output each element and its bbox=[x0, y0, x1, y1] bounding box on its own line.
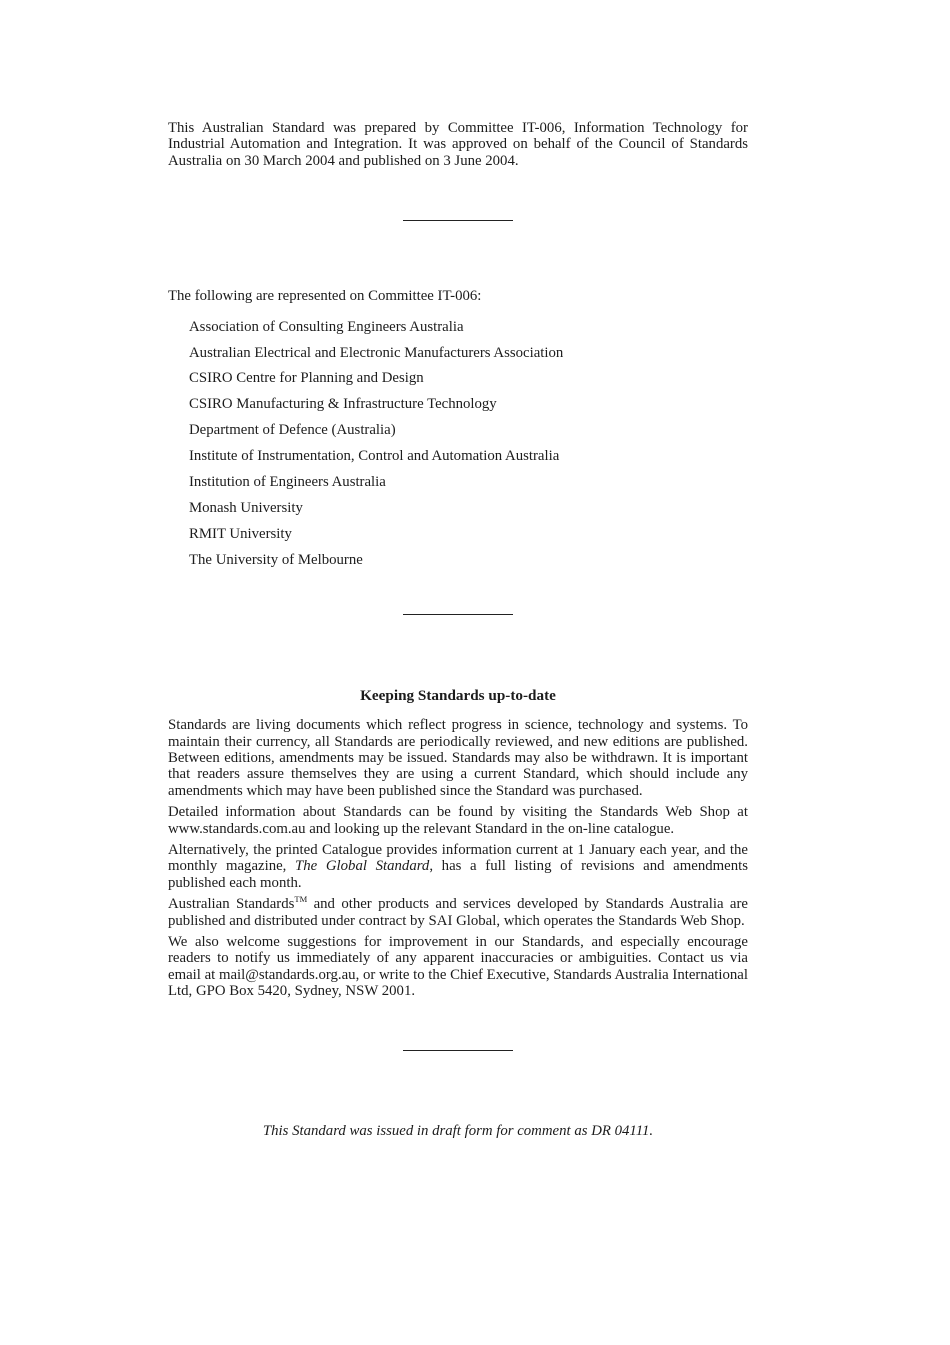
text-run-normal: Australian Standards bbox=[168, 896, 295, 913]
section-divider bbox=[403, 614, 513, 615]
section-heading: Keeping Standards up-to-date bbox=[360, 687, 556, 705]
text-run-normal: , has a full listing of revisions and amendments published each month. bbox=[168, 858, 748, 891]
committee-member: RMIT University bbox=[189, 525, 292, 542]
committee-list bbox=[168, 319, 748, 569]
text-run-normal: Detailed information about Standards can be found by visiting the Standards Web Shop at www.standards.com.au and looking up the relevant Standard in the on-line catalogue. bbox=[168, 804, 748, 837]
committee-member: CSIRO Centre for Planning and Design bbox=[189, 370, 424, 387]
body-paragraph bbox=[168, 842, 748, 891]
body-paragraph bbox=[168, 717, 748, 799]
body-paragraph bbox=[168, 896, 748, 929]
text-run-normal: and other products and services developed by Standards Australia are published and distributed under contract by SAI Global, which operates the Standards Web Shop. bbox=[168, 896, 748, 929]
text-run-superscript: TM bbox=[294, 894, 308, 905]
body-paragraphs bbox=[168, 717, 748, 1000]
committee-member: The University of Melbourne bbox=[189, 551, 363, 568]
section-divider bbox=[403, 1050, 513, 1051]
committee-member: Association of Consulting Engineers Australia bbox=[189, 318, 464, 335]
committee-heading: The following are represented on Committee IT-006: bbox=[168, 288, 482, 305]
section-divider bbox=[403, 220, 513, 221]
text-run-normal: We also welcome suggestions for improvement in our Standards, and especially encourage readers to notify us immediately of any apparent inaccuracies or ambiguities. Contact us via email at mail@standards.org.au, or write to the Chief Executive, Standards Australia International Ltd, GPO Box 5420, Sydney, NSW 2001. bbox=[168, 934, 748, 1000]
committee-member: Monash University bbox=[189, 499, 303, 516]
committee-member: Department of Defence (Australia) bbox=[189, 422, 396, 439]
committee-member: Institution of Engineers Australia bbox=[189, 474, 386, 491]
draft-note: This Standard was issued in draft form for comment as DR 04111. bbox=[262, 1122, 654, 1139]
committee-member: Institute of Instrumentation, Control and Automation Australia bbox=[189, 448, 560, 465]
committee-member: CSIRO Manufacturing & Infrastructure Technology bbox=[189, 396, 497, 413]
body-paragraph bbox=[168, 804, 748, 837]
document-page bbox=[168, 0, 748, 1139]
body-paragraph bbox=[168, 934, 748, 1000]
committee-member: Australian Electrical and Electronic Manufacturers Association bbox=[189, 344, 564, 361]
text-run-normal: Alternatively, the printed Catalogue provides information current at 1 January each year, and the monthly magazine, bbox=[168, 842, 748, 875]
text-run-italic: The Global Standard bbox=[295, 858, 430, 875]
intro-paragraph: This Australian Standard was prepared by Committee IT-006, Information Technology for Industrial Automation and Integration. It was approved on behalf of the Council of Standards Australia on 30 March 2004 and published on 3 June 2004. bbox=[168, 120, 748, 169]
text-run-normal: Standards are living documents which reflect progress in science, technology and systems. To maintain their currency, all Standards are periodically reviewed, and new editions are published. Between editions, amendments may be issued. Standards may also be withdrawn. It is important that readers assure themselves they are using a current Standard, which should include any amendments which may have been published since the Standard was purchased. bbox=[168, 717, 748, 799]
